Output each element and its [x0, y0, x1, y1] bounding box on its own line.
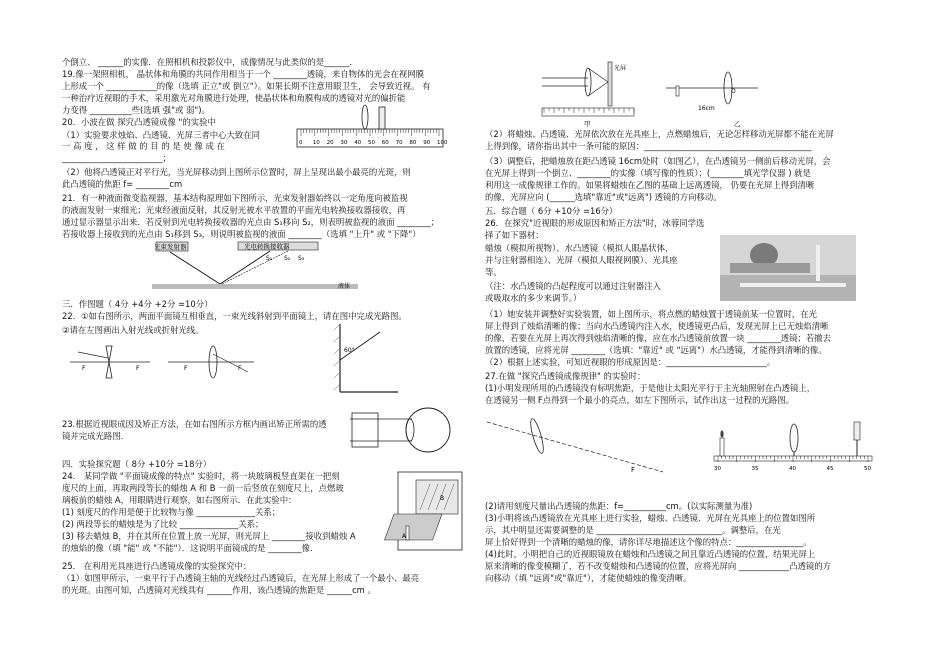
left-line-12: 的液面发射一束细光；光束经液面反射，其反射光被水平放置的平面光电转换接收器接收，再	[62, 205, 406, 215]
convex-lens-figure	[538, 58, 763, 130]
right-line-16: 的像，若要在光屏上再次得到烛焰清晰的像，应在水凸透镜前放置一块 ________透镜；若撤去	[485, 333, 832, 343]
right-line-2: （3）调整后，把蜡烛放在距凸透镜 16cm处时（如图乙），在凸透镜另一侧前后移动光屏，会	[485, 156, 831, 166]
bench-tick-label: 40	[789, 466, 796, 472]
ruler-tick-label: 100	[437, 140, 448, 146]
right-line-15: 屏上得到了烛焰清晰的像；当向水凸透镜内注入水，使透镜更凸后，发现光屏上已无烛焰清晰	[485, 321, 829, 331]
focus-f-label: F	[631, 466, 636, 474]
ruler-tick-label: 0	[299, 140, 303, 146]
ruler-tick-label: 90	[423, 140, 431, 146]
ruler-tick-label: 50	[368, 140, 375, 146]
right-line-24: 示，其中明显还需要调整的是 ______________________________。调整后，在光	[485, 525, 781, 535]
left-line-10: 此凸透镜的焦距 f= ________cm	[62, 179, 183, 189]
right-line-5: 的像，光屏应向 (______选填"靠近"或"远离") 透镜的方向移动。	[485, 192, 722, 202]
left-line-25: (2) 两段等长的蜡烛是为了比较 ______________关系；	[62, 519, 264, 529]
left-line-0: 个倒立、 ______的实像．在照相机和投影仪中，成像情况与此类似的是______．	[62, 57, 358, 67]
right-line-10: 并与注射器相连）、光屏（模拟人眼视网膜）、光具座	[485, 255, 678, 265]
ruler-tick-label: 20	[326, 140, 334, 146]
left-line-28: 25． 在利用光具座进行凸透镜成像的实验探究中：	[62, 561, 252, 571]
left-line-9: （2）他将凸透镜正对平行光，当光屏移动到上图所示位置时，屏上呈现出最小最亮的光斑，则	[62, 167, 411, 177]
mirror-figure	[330, 322, 400, 394]
yi-label: 乙	[734, 120, 741, 128]
left-line-8: ________________________；	[62, 153, 171, 163]
left-line-24: (1) 刻度尺的作用是便于比较物与像 ______________关系；	[62, 507, 281, 517]
screen-label: 光屏	[614, 65, 627, 72]
eye-figure	[350, 405, 455, 455]
focus-right-2: F	[238, 365, 242, 372]
right-line-25: 屏上恰好得到一个清晰的蜡烛的像，请你详尽地描述这个像的特点：________________。	[485, 537, 812, 547]
right-line-7: 26．在探究"近视眼的形成原因和矫正方法"时，冰蓉同学选	[485, 218, 705, 228]
plane-mirror-figure	[396, 470, 464, 552]
s2-label: S₂	[284, 255, 291, 262]
ruler-tick-label: 40	[354, 140, 362, 146]
right-line-4: 利用这一成像规律工作的。如果将蜡烛在乙图的基础上远离透镜， 仍要在光屏上得到清晰	[485, 180, 815, 190]
right-line-19: 27.在做 "探究凸透镜成像规律" 的实验时：	[485, 371, 646, 381]
left-line-22: 度尺的上面，再取两段等长的蜡烛 A 和 B 一前一后竖放在刻度尺上，点燃玻	[62, 483, 344, 493]
left-line-26: (3) 移去蜡烛 B，并在其所在位置上放一光屏，则光屏上 ________接收到蜡烛 A	[62, 531, 356, 541]
left-line-27: 的烛焰的像（填 "能" 或 "不能"）．这说明平面镜成的是 ________像．	[62, 543, 319, 553]
left-line-29: （1）如图甲所示，一束平行于凸透镜主轴的光线经过凸透镜后，在光屏上形成了一个最小、最亮	[62, 573, 420, 583]
s1-label: S₁	[266, 255, 273, 262]
ruler-tick-label: 10	[312, 140, 320, 146]
focus-left-1: F	[82, 365, 86, 372]
bench-tick-label: 30	[714, 466, 721, 472]
receiver-label: 光电转换接收器	[244, 242, 290, 251]
left-line-3: 一种治疗近视眼的手术，采用激光对角膜进行处理，使晶状体和角膜构成的透镜对光的偏折能	[62, 93, 406, 103]
ruler-tick-label: 30	[340, 140, 348, 146]
left-line-15: 三．作图题（ 4分 +4分 +2分 =10分）	[62, 299, 213, 309]
candle-b-label: B	[440, 495, 445, 502]
right-line-1: 上得到像，请你指出其中一条可能的原因：________________________________________	[485, 141, 812, 151]
bench-tick-label: 45	[826, 466, 834, 472]
right-line-20: (1)小明发现所用的凸透镜没有标明焦距，于是他让太阳光平行于主光轴照射在凸透镜上，	[485, 383, 816, 393]
left-line-5: 20．小波在做 探究凸透镜成像 "的实验中	[62, 117, 216, 127]
distance-label: 16cm	[698, 105, 715, 112]
left-line-20: 四．实验探究题（ 8分 +10分 =18分）	[62, 459, 212, 469]
left-line-4: 力变得 __________些(选填 强"或 弱")。	[62, 105, 210, 115]
right-line-18: （2）根据上述实验，可知近视眼的形成原因是：________________________。	[485, 357, 776, 367]
focus-right-1: F	[136, 365, 140, 372]
right-line-13: 或吸取水的多少来调节。）	[485, 293, 582, 303]
candle-a-label: A	[402, 533, 407, 540]
left-line-16: 22．①如右图所示，两面平面镜互相垂直，一束光线斜射到平面镜上，请在图中完成光路图。	[62, 311, 407, 321]
right-line-3: 在光屏上得到一个倒立、________的实像（填写像的性质）；(________填光学仪器 ) 就是	[485, 168, 811, 178]
ruler-tick-label: 80	[409, 140, 417, 146]
liquid-label: 液体	[338, 283, 351, 290]
right-line-12: （注：水凸透镜的凸起程度可以通过注射器注入	[485, 281, 661, 291]
right-line-27: 原来清晰的像变模糊了，若不改变蜡烛和凸透镜的位置，应将光屏向 ____________凸透镜的方	[485, 561, 832, 571]
right-line-0: （2）将蜡烛、凸透镜、光屏依次放在光具座上，点燃蜡烛后，无论怎样移动光屏都不能在光屏	[485, 129, 834, 139]
left-line-1: 19.像一架照相机， 晶状体和角膜的共同作用相当于一个 ________透镜，来自物体的光会在视网膜	[62, 69, 425, 79]
left-line-18: 23.根据近视眼成因及矫正方法，在如右图所示方框内画出矫正所需的透	[62, 419, 327, 429]
right-line-14: （1）她安装并调整好实验装置，如上图所示，将点燃的蜡烛置于透镜前某一位置时，在光	[485, 309, 817, 319]
right-line-22: (2)请用刻度尺量出凸透镜的焦距：f=__________cm。(以实际测量为准)	[485, 501, 753, 511]
mirror-angle-label: 60°	[344, 347, 355, 354]
lens-o-label: O	[731, 88, 736, 95]
liquid-monitor-figure	[148, 240, 363, 290]
right-line-21: 在透镜另一侧 F点得到一个最小的亮点，如左下图所示，试作出这一过程的光路图。	[485, 395, 794, 405]
ruler-lens-figure	[295, 101, 448, 153]
optical-bench-figure	[712, 412, 877, 472]
focus-left-2: F	[184, 365, 188, 372]
left-line-13: 通过显示器显示出来．若反射到光电转换接收器的光点由 S₁移向 S₂，则表明被监视的液面 ________；	[62, 217, 440, 227]
s3-label: S₃	[298, 255, 305, 262]
left-line-30: 的光斑。由图可知，凸透镜对光线具有 ______作用，该凸透镜的焦距是 ______cm 。	[62, 585, 376, 595]
right-line-8: 择了如下器材：	[485, 230, 544, 240]
focus-ray-figure	[485, 412, 665, 477]
eye-model-photo	[720, 235, 856, 301]
right-line-6: 五．综合题（ 6分 +10分 =16分）	[485, 206, 618, 216]
jia-label: 甲	[584, 120, 591, 128]
bench-tick-label: 50	[864, 466, 871, 472]
bench-tick-label: 35	[751, 466, 759, 472]
lens-ray-figure	[68, 342, 258, 382]
left-line-17: ②请在左图画出入射光线或折射光线。	[62, 325, 204, 335]
right-line-11: 等。	[485, 267, 502, 277]
right-line-17: 放置的透镜，应将光屏 ________（选填："靠近" 或 "远离"）水凸透镜，才能得到清晰的像。	[485, 345, 827, 355]
right-line-28: 向移动（填 "远离"或"靠近"），才能使蜡烛的像变清晰。	[485, 573, 692, 583]
left-line-11: 21．有一种液面微变监视器，基本结构原理如下图所示，光束发射器始终以一定角度向被监视	[62, 193, 408, 203]
ruler-tick-label: 60	[381, 140, 389, 146]
right-line-26: (4)此时，小明把自己的近视眼镜放在蜡烛和凸透镜之间且靠近凸透镜的位置，结果光屏上	[485, 549, 816, 559]
left-line-2: 上形成一个 ____________的像（选填 正立"或 倒立"）。如果长期不注意用眼卫生， 会导致近视。 有	[62, 81, 431, 91]
right-line-9: 蜡烛（模拟所视物）、水凸透镜（模拟人眼晶状体，	[485, 243, 674, 253]
left-line-19: 镜并完成光路图．	[62, 431, 129, 441]
left-line-23: 璃板前的蜡烛 A，用眼睛进行观察，如右图所示．在此实验中：	[62, 495, 297, 505]
left-line-6: （1）实验要求烛焰、凸透镜、光屏三者中心大致在同	[62, 130, 260, 140]
left-line-21: 24． 某同学做 "平面镜成像的特点" 实验时，将一块玻璃板竖直架在一把刻	[62, 471, 340, 481]
left-line-14: 若接收器上接收到的光点由 S₁移到 S₃，则说明被监视的液面 ________（选填 "上升" 或 "下降"）	[62, 229, 421, 239]
right-line-23: (3)小明将该凸透镜放在光具座上进行实验，蜡烛、凸透镜、光屏在光具座上的位置如图所	[485, 513, 816, 523]
emitter-label: 光束发射器	[154, 243, 187, 251]
ruler-tick-label: 70	[395, 140, 403, 146]
left-line-7: 一 高 度 ， 这 样 做 的 目 的 是 使 像 成 在	[62, 141, 225, 151]
